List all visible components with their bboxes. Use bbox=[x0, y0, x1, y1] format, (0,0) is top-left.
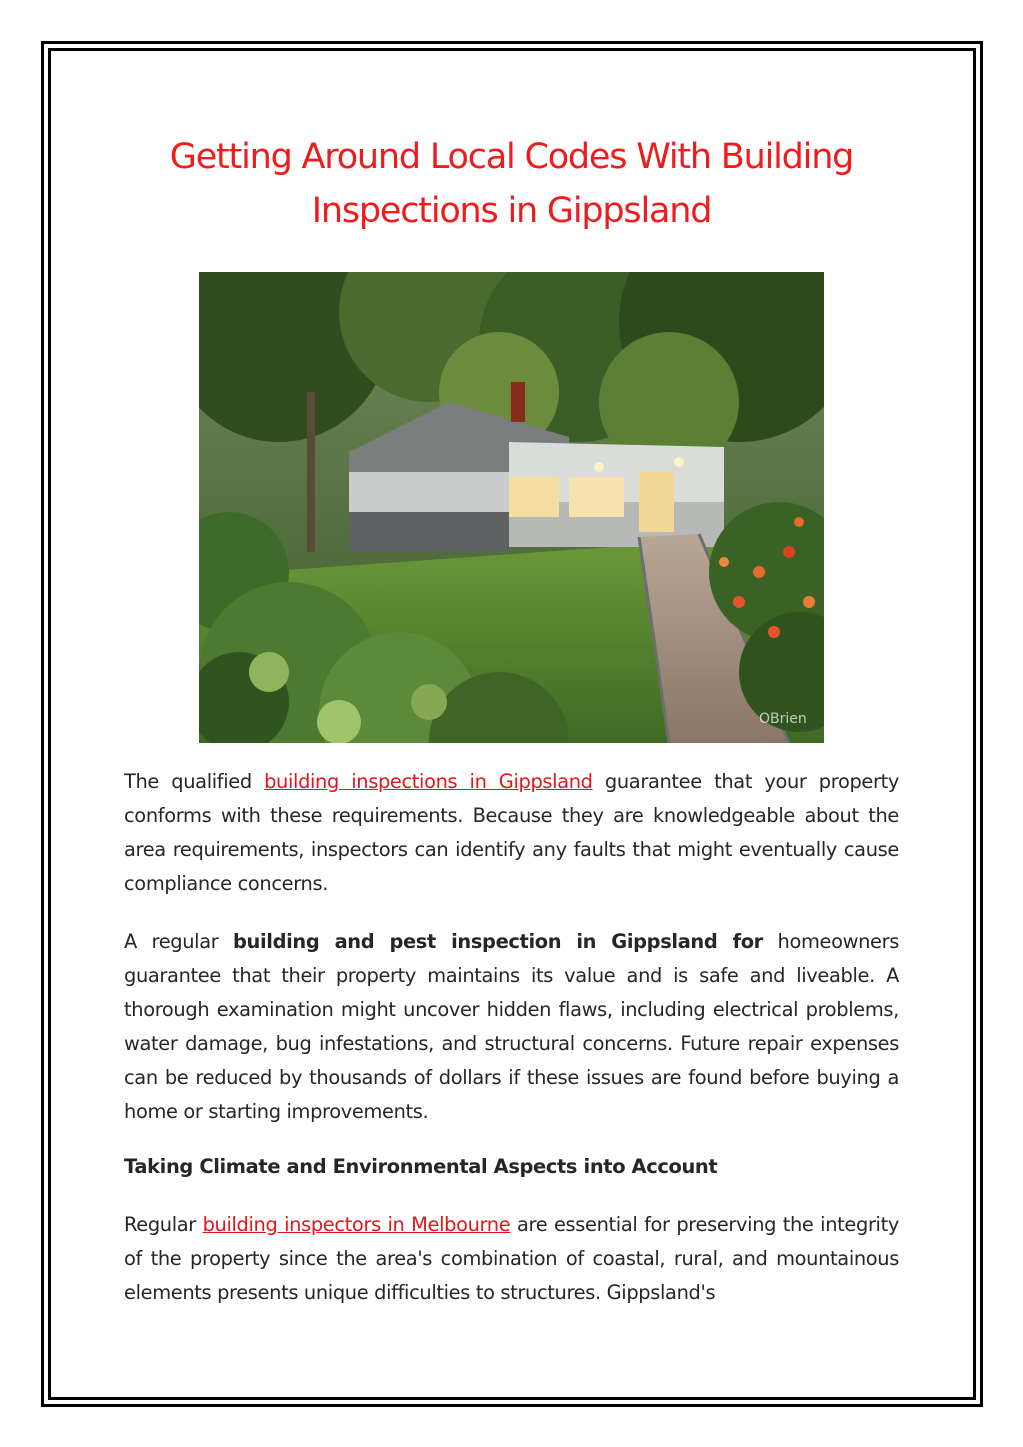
paragraph-2-bold-phrase: building and pest inspection in Gippsland for bbox=[233, 930, 763, 953]
section-heading: Taking Climate and Environmental Aspects into Account bbox=[124, 1155, 718, 1178]
paragraph-2-text-start: A regular bbox=[124, 930, 219, 953]
link-building-inspections-gippsland[interactable]: building inspections in Gippsland bbox=[264, 770, 593, 793]
paragraph-1 bbox=[124, 765, 899, 901]
paragraph-1-text-start: The qualified bbox=[124, 770, 252, 793]
paragraph-3 bbox=[124, 1208, 899, 1310]
house-garden-photo bbox=[199, 272, 824, 743]
paragraph-2 bbox=[124, 925, 899, 1129]
paragraph-2-text-end: homeowners guarantee that their property maintains its value and is safe and liveable. A thorough examination might uncover hidden flaws, including electrical problems, water damage, bug infestations, and structural concerns. Future repair expenses can be reduced by thousands of dollars if these issues are found before buying a home or starting improvements. bbox=[124, 930, 899, 1123]
link-building-inspectors-melbourne[interactable]: building inspectors in Melbourne bbox=[202, 1213, 511, 1236]
paragraph-1-text-end: guarantee that your property conforms with these requirements. Because they are knowledgeable about the area requirements, inspectors can identify any faults that might eventually cause compliance concerns. bbox=[124, 770, 899, 895]
page-title: Getting Around Local Codes With Building Inspections in Gippsland bbox=[169, 137, 854, 231]
paragraph-3-text-end: are essential for preserving the integrity of the property since the area's combination of coastal, rural, and mountainous elements presents unique difficulties to structures. Gippsland's bbox=[124, 1213, 899, 1304]
paragraph-3-text-start: Regular bbox=[124, 1213, 196, 1236]
photo-watermark: OBrien bbox=[759, 711, 807, 727]
